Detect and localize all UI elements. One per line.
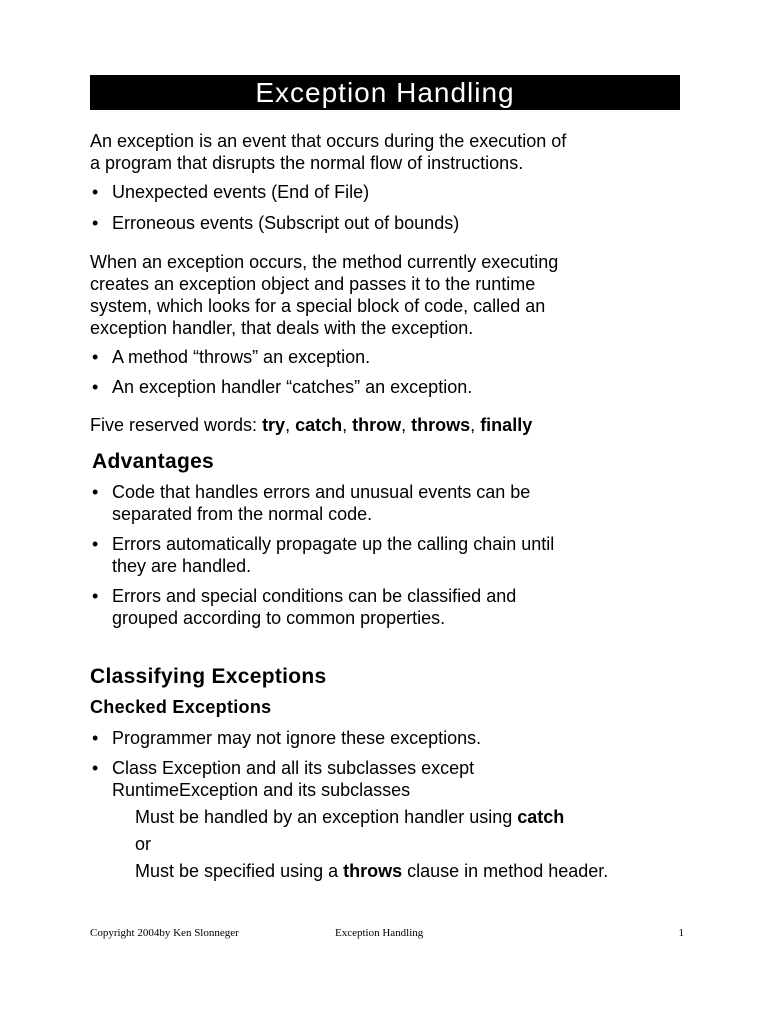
keyword-catch: catch: [295, 415, 343, 435]
keyword-finally: finally: [480, 415, 533, 435]
page: [90, 75, 680, 885]
list-item: • An exception handler “catches” an exception.: [90, 376, 680, 398]
intro-bullet-list: [90, 181, 680, 234]
handling-rules: [90, 804, 680, 885]
handled-line: [135, 804, 680, 831]
list-item: • Class Exception and all its subclasses except RuntimeException and its subclasses: [90, 757, 680, 801]
intro-paragraph: An exception is an event that occurs during the execution of a program that disrupts the normal flow of instructions.: [90, 131, 567, 173]
page-title: Exception Handling: [90, 75, 680, 110]
handled-text: Must be handled by an exception handler using: [135, 807, 518, 827]
list-item: • Code that handles errors and unusual events can be separated from the normal code.: [90, 481, 680, 525]
or-line: or: [135, 834, 152, 854]
list-item: • Programmer may not ignore these exceptions.: [90, 727, 680, 749]
exception-paragraph: When an exception occurs, the method currently executing creates an exception object and passes it to the runtime system, which looks for a special block of code, called an exception handler, that deals with the exception.: [90, 252, 559, 338]
classifying-heading: Classifying Exceptions: [90, 665, 327, 688]
footer-title: Exception Handling: [335, 927, 424, 939]
checked-exceptions-heading: Checked Exceptions: [90, 697, 272, 717]
page-number: 1: [678, 927, 684, 939]
keyword-throws: throws: [411, 415, 471, 435]
page-footer: [90, 927, 684, 941]
footer-copyright: Copyright 2004by Ken Slonneger: [90, 927, 239, 939]
advantages-list: [90, 481, 680, 629]
specified-suffix: clause in method header.: [402, 861, 609, 881]
list-item: • A method “throws” an exception.: [90, 346, 680, 368]
list-item: • Errors automatically propagate up the calling chain until they are handled.: [90, 533, 680, 577]
reserved-prefix: Five reserved words:: [90, 415, 263, 435]
keyword-throws: throws: [343, 861, 403, 881]
throw-catch-bullet-list: [90, 346, 680, 398]
list-item: • Erroneous events (Subscript out of bounds): [90, 212, 680, 234]
checked-exceptions-list: [90, 727, 680, 801]
separator: ,: [470, 415, 481, 435]
keyword-throw: throw: [352, 415, 402, 435]
list-item: • Errors and special conditions can be classified and grouped according to common properties.: [90, 585, 680, 629]
separator: ,: [401, 415, 412, 435]
advantages-heading: Advantages: [92, 450, 215, 473]
list-item: • Unexpected events (End of File): [90, 181, 680, 203]
specified-line: [135, 858, 680, 885]
separator: ,: [285, 415, 296, 435]
keyword-catch: catch: [517, 807, 565, 827]
reserved-words-line: [90, 414, 680, 436]
separator: ,: [342, 415, 353, 435]
specified-text: Must be specified using a: [135, 861, 344, 881]
keyword-try: try: [262, 415, 286, 435]
